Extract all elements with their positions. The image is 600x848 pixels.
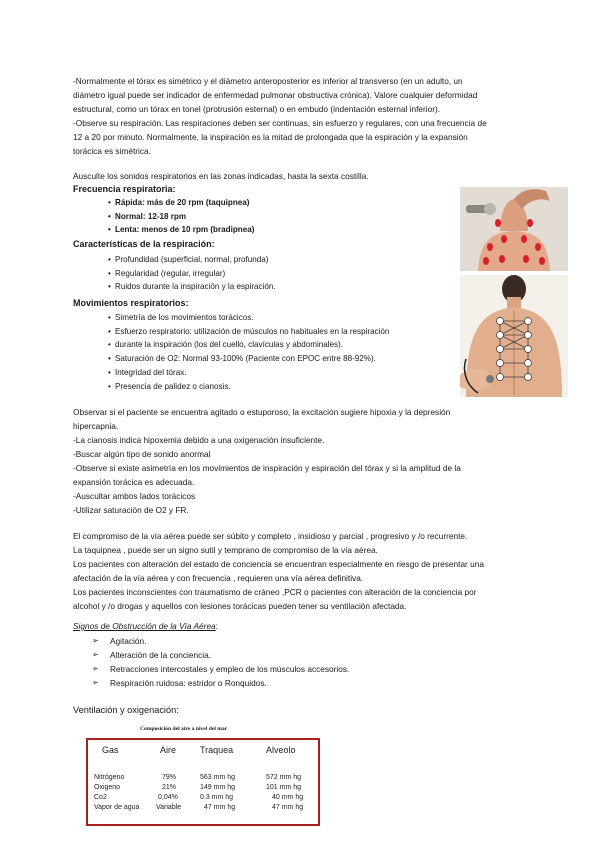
airway-line: La taquipnea , puede ser un signo sutil y temprano de compromiso de la vía aérea.	[73, 545, 378, 555]
observe-line: -Utilizar saturación de O2 y FR.	[73, 505, 189, 515]
back-auscultation-photo	[460, 275, 568, 397]
back-illustration	[460, 275, 568, 397]
air-composition-table	[86, 738, 320, 826]
observe-line: -Auscultar ambos lados torácicos	[73, 491, 196, 501]
list-item: ➢ Agitación.	[92, 634, 349, 648]
list-item: ➢ Alteración de la conciencia.	[92, 648, 349, 662]
table-cell: 47 mm hg	[204, 804, 236, 811]
intro-line: 12 a 20 por minuto. Normalmente, la inspiración es la mitad de prolongada que la espiración y la expansión	[73, 132, 468, 142]
table-cell: 149 mm hg	[200, 784, 236, 791]
table-row	[88, 794, 318, 803]
table-cell: 0,04%	[158, 794, 178, 801]
list-item: • Esfuerzo respiratorio: utilización de músculos no habituales en la respiración	[108, 325, 448, 339]
chest-illustration	[460, 187, 568, 271]
chest-auscultation-photo	[460, 187, 568, 271]
intro-line: diámetro igual puede ser indicador de enfermedad pulmonar obstructiva crónica). Valore cualquier deformidad	[73, 90, 478, 100]
table-cell: Nitrógeno	[94, 774, 125, 781]
table-row	[88, 804, 318, 813]
column-header: Alveolo	[266, 745, 296, 755]
carac-list	[108, 253, 448, 294]
list-item: • Simetría de los movimientos torácicos.	[108, 311, 448, 325]
list-item: • Saturación de O2: Normal 93-100% (Paciente con EPOC entre 88-92%).	[108, 352, 448, 366]
mov-list	[108, 311, 448, 393]
auscult-instruction: Ausculte los sonidos respiratorios en las zonas indicadas, hasta la sexta costilla.	[73, 171, 369, 181]
signos-heading: Signos de Obstrucción de la Vía Aérea:	[73, 621, 218, 631]
carac-heading: Características de la respiración:	[73, 239, 215, 249]
observe-line: -Observe si existe asimetría en los movimientos de inspiración y espiración del tórax y si la amplitud de la	[73, 463, 461, 473]
list-item: • Rápida: más de 20 rpm (taquipnea)	[108, 196, 448, 210]
intro-line: -Normalmente el tórax es simétrico y el diámetro anteroposterior es inferior al transverso (en un adulto, un	[73, 76, 463, 86]
intro-line: -Observe su respiración. Las respiraciones deben ser continuas, sin esfuerzo y regulares, con una frecuencia de	[73, 118, 487, 128]
list-item: ➢ Respiración ruidosa: estridor o Ronquidos.	[92, 676, 349, 690]
table-row	[88, 774, 318, 783]
list-item: • Ruidos durante la inspiración y la espiración.	[108, 280, 448, 294]
signos-heading-text: Signos de Obstrucción de la Vía Aérea	[73, 621, 216, 631]
table-row	[88, 784, 318, 793]
table-cell: Co2	[94, 794, 107, 801]
observe-line: Observar si el paciente se encuentra agitado o estuporoso, la excitación sugiere hipoxia y la depresión	[73, 407, 451, 417]
list-item-continuation	[108, 338, 448, 352]
observe-line: -Buscar algún tipo de sonido anormal	[73, 449, 211, 459]
table-title: Composición del aire a nivel del mar	[140, 726, 228, 732]
table-cell: 40 mm hg	[272, 794, 304, 801]
airway-line: afectación de la vía aérea y con frecuencia , requieren una vía aérea definitiva.	[73, 573, 364, 583]
observe-line: -La cianosis indica hipoxemia debido a una oxigenación insuficiente.	[73, 435, 325, 445]
signos-list	[92, 634, 349, 690]
table-cell: Oxigeno	[94, 784, 121, 791]
table-cell: 563 mm hg	[200, 774, 236, 781]
list-item: • Normal: 12-18 rpm	[108, 210, 448, 224]
list-item: • Lenta: menos de 10 rpm (bradipnea)	[108, 223, 448, 237]
list-item: • Regularidad (regular, irregular)	[108, 267, 448, 281]
table-cell: 101 mm hg	[266, 784, 302, 791]
freq-heading: Frecuencia respiratoria:	[73, 184, 176, 194]
table-cell: Variable	[156, 804, 182, 811]
column-header: Gas	[102, 745, 119, 755]
observe-line: hipercapnia.	[73, 421, 119, 431]
continuation-text: durante la inspiración (los del cuello, clavículas y abdominales).	[115, 340, 344, 350]
freq-list	[108, 196, 448, 237]
intro-line: torácica es simétrica.	[73, 146, 151, 156]
intro-line: estructural, como un tórax en tonel (protrusión esternal) o en embudo (indentación esternal inferior).	[73, 104, 441, 114]
column-header: Aire	[160, 745, 177, 755]
mov-heading: Movimientos respiratorios:	[73, 298, 189, 308]
table-cell: 0.3 mm hg	[200, 794, 234, 801]
list-item: • Profundidad (superficial, normal, profunda)	[108, 253, 448, 267]
column-header: Traquea	[200, 745, 234, 755]
ventilation-heading: Ventilación y oxigenación:	[73, 705, 179, 715]
airway-line: Los pacientes con alteración del estado de conciencia se encuentran especialmente en riesgo de presentar una	[73, 559, 484, 569]
list-item: • Integridad del tórax.	[108, 366, 448, 380]
table-cell: 572 mm hg	[266, 774, 302, 781]
table-cell: Vapor de agua	[94, 804, 140, 811]
airway-line: El compromiso de la vía aérea puede ser súbito y completo , insidioso y parcial , progresivo y /o recurrente.	[73, 531, 468, 541]
table-cell: 47 mm hg	[272, 804, 304, 811]
list-item: • Presencia de palidez o cianosis.	[108, 380, 448, 394]
airway-line: alcohol y /o drogas y aquellos con lesiones torácicas pueden tener su ventilación afectada.	[73, 601, 407, 611]
observe-line: expansión torácica es adecuada.	[73, 477, 195, 487]
table-cell: 21%	[162, 784, 177, 791]
list-item: ➢ Retracciones intercostales y empleo de los músculos accesorios.	[92, 662, 349, 676]
table-cell: 79%	[162, 774, 177, 781]
airway-line: Los pacientes inconscientes con traumatismo de cráneo ,PCR o pacientes con alteración de la conciencia por	[73, 587, 477, 597]
